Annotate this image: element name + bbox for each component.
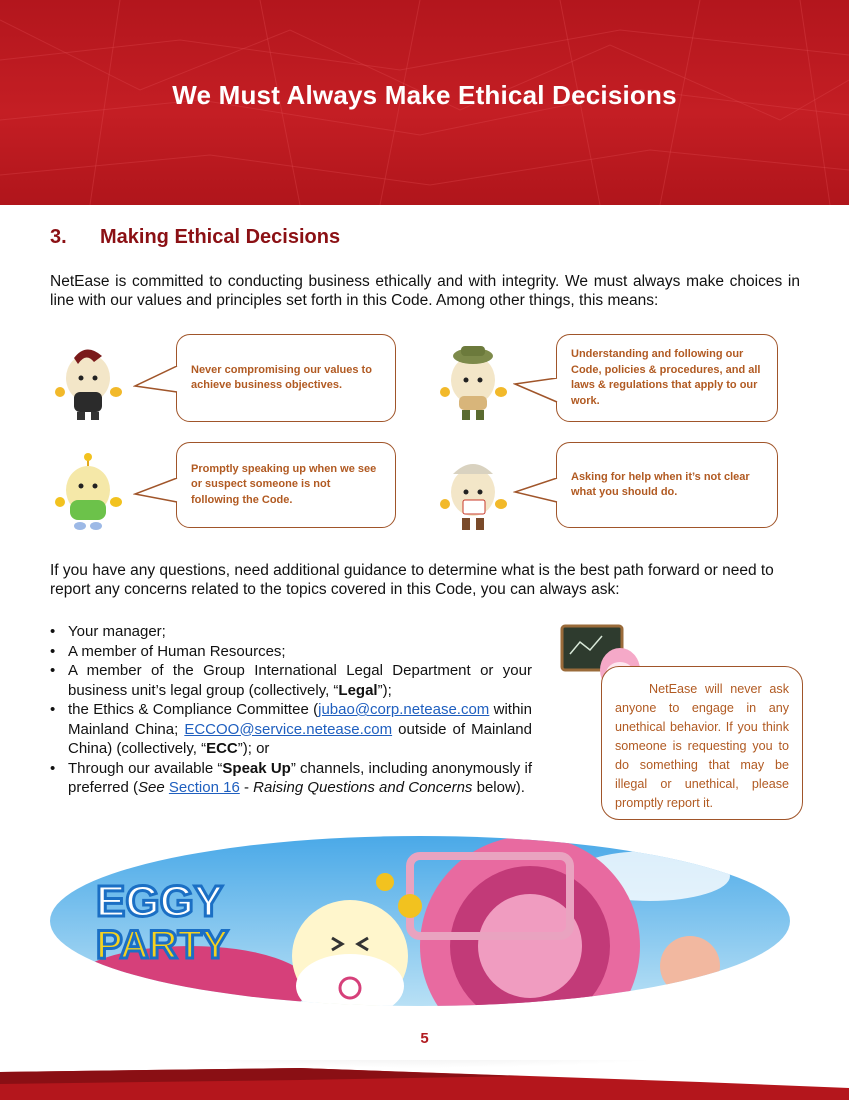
callout-text: Understanding and following our Code, policies & procedures, and all laws & regulations that apply to our work. bbox=[571, 348, 761, 407]
section-title: Making Ethical Decisions bbox=[100, 226, 341, 248]
section-heading bbox=[50, 226, 340, 249]
mascot-helmet-icon bbox=[435, 452, 511, 534]
list-item: • Through our available “Speak Up” channels, including anonymously if preferred (See Section 16 - Raising Questions and Concerns below). bbox=[50, 759, 532, 798]
note-text: NetEase will never ask anyone to engage in any unethical behavior. If you think someone is requesting you to do something that may be illegal or unethical, please promptly report it. bbox=[615, 682, 789, 810]
callout-speak-up bbox=[176, 442, 396, 528]
footer-stripe bbox=[0, 1060, 849, 1100]
callout-understanding-code bbox=[556, 334, 778, 422]
callout-tail bbox=[133, 478, 179, 512]
callout-text: Asking for help when it’s not clear what you should do. bbox=[571, 470, 750, 498]
callout-text: Promptly speaking up when we see or suspect someone is not following the Code. bbox=[191, 462, 377, 506]
header-banner bbox=[0, 0, 849, 205]
list-item: • A member of Human Resources; bbox=[50, 642, 532, 662]
callout-tail bbox=[513, 378, 559, 412]
page-title: We Must Always Make Ethical Decisions bbox=[172, 80, 677, 110]
email-link-eccoo[interactable]: ECCOO@service.netease.com bbox=[184, 720, 393, 738]
section-16-link[interactable]: Section 16 bbox=[168, 779, 240, 796]
page-number: 5 bbox=[420, 1030, 429, 1047]
note-box bbox=[601, 666, 803, 820]
list-item: • A member of the Group International Legal Department or your business unit’s legal group (collectively, “Legal”); bbox=[50, 661, 532, 700]
callout-text: Never compromising our values to achieve business objectives. bbox=[191, 363, 372, 391]
callout-tail bbox=[513, 478, 559, 512]
mascot-ranger-hat-icon bbox=[435, 340, 511, 422]
email-link-jubao[interactable]: jubao@corp.netease.com bbox=[318, 701, 490, 718]
contact-list bbox=[50, 622, 532, 798]
section-number: 3. bbox=[50, 226, 67, 248]
callout-ask-for-help bbox=[556, 442, 778, 528]
list-item: • the Ethics & Compliance Committee (jubao@corp.netease.com within Mainland China; ECCOO@service.netease.com outside of Mainland China) (collectively, “ECC”); or bbox=[50, 700, 532, 759]
logo-line-2: PARTY bbox=[96, 923, 229, 967]
questions-paragraph: If you have any questions, need additional guidance to determine what is the best path forward or need to report any concerns related to the topics covered in this Code, you can always ask: bbox=[50, 562, 774, 598]
callout-never-compromise bbox=[176, 334, 396, 422]
mascot-red-hair-icon bbox=[50, 340, 126, 422]
callout-tail bbox=[133, 366, 179, 400]
eggy-party-banner bbox=[50, 836, 790, 1006]
mascot-green-shirt-icon bbox=[50, 452, 126, 534]
list-item: • Your manager; bbox=[50, 622, 532, 642]
logo-line-1: EGGY bbox=[96, 877, 224, 926]
intro-paragraph: NetEase is committed to conducting business ethically and with integrity. We must always make choices in line with our values and principles set forth in this Code. Among other things, this means: bbox=[50, 273, 800, 309]
